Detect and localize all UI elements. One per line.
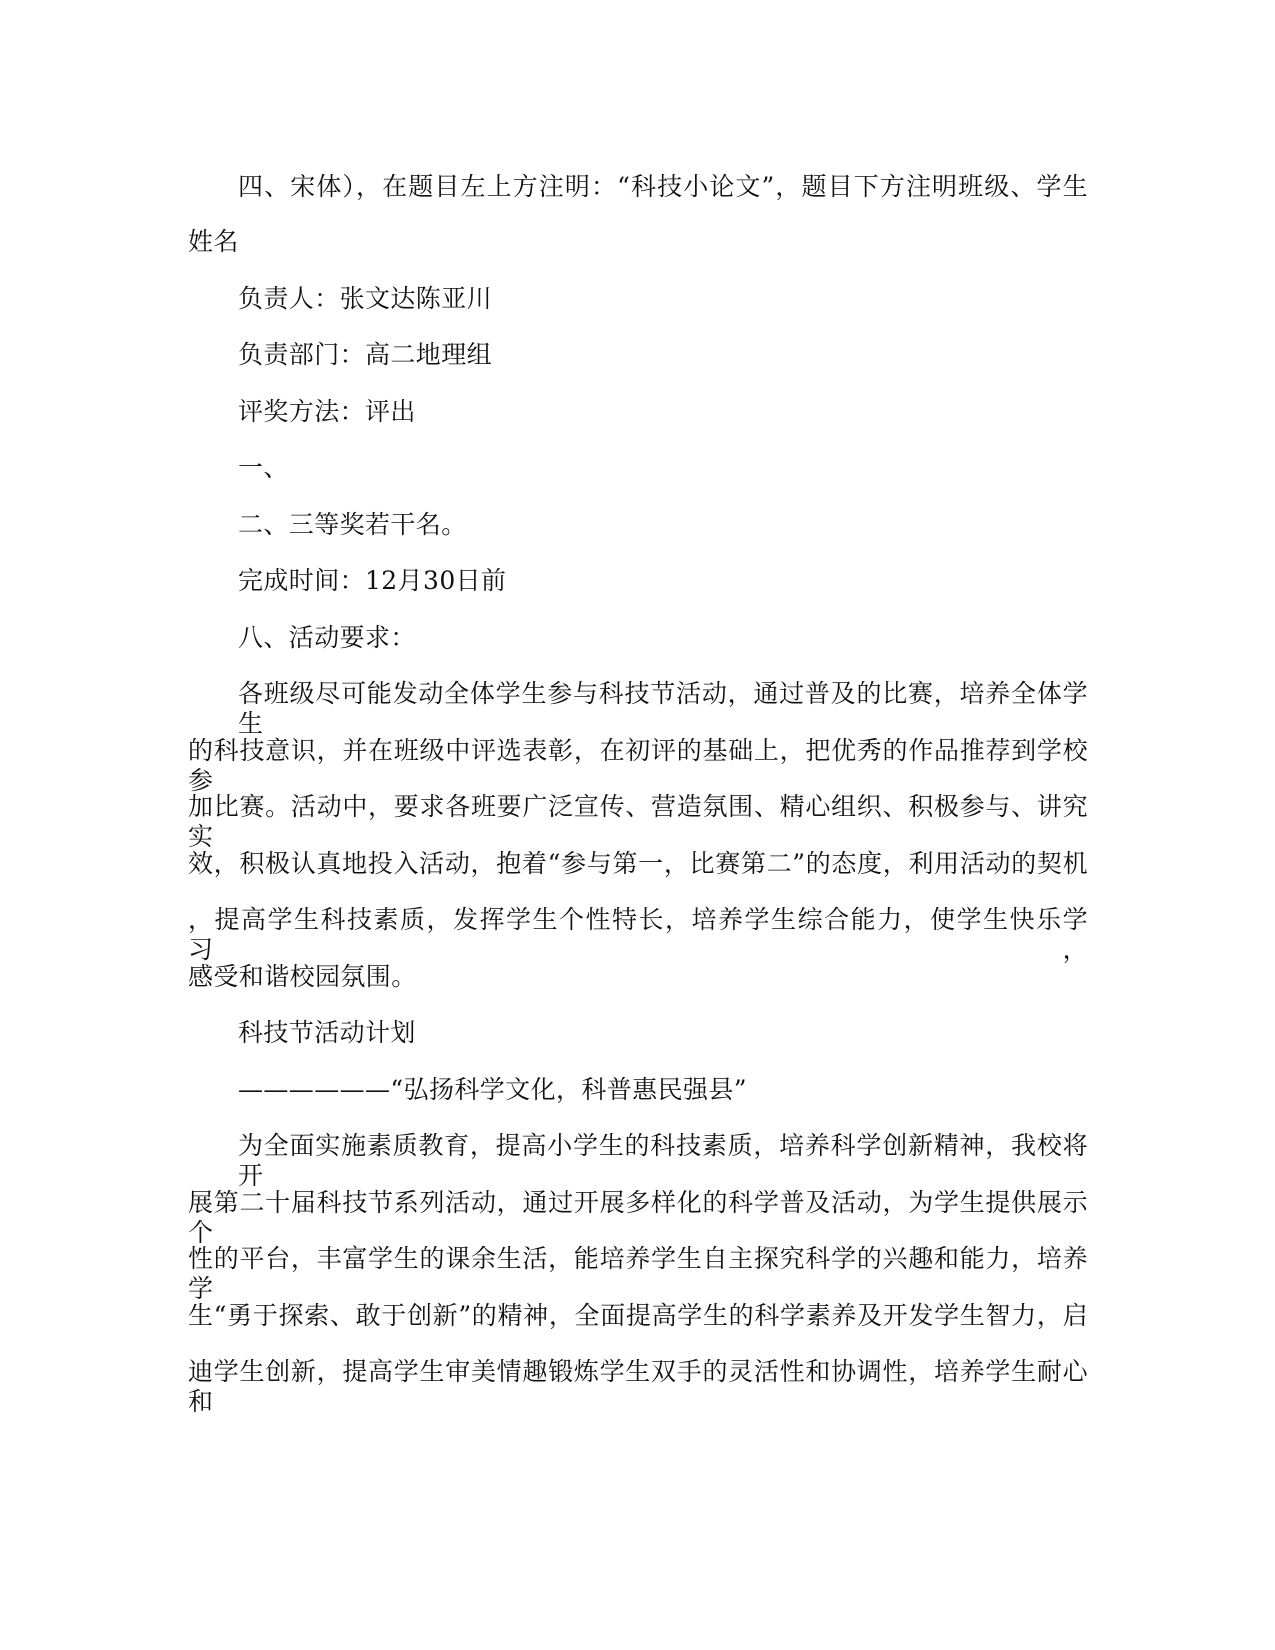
paragraph-line: 为全面实施素质教育，提高小学生的科技素质，培养科学创新精神，我校将开 [238,1131,1088,1190]
paragraph-line: 迪学生创新，提高学生审美情趣锻炼学生双手的灵活性和协调性，培养学生耐心和 [188,1357,1088,1416]
paragraph-line: 的科技意识，并在班级中评选表彰，在初评的基础上，把优秀的作品推荐到学校参 [188,736,1088,795]
paragraph-line: ，提高学生科技素质，发挥学生个性特长，培养学生综合能力，使学生快乐学习， [188,905,1088,964]
responsible-department: 负责部门：高二地理组 [238,340,493,369]
document-subtitle: ——————“弘扬科学文化，科普惠民强县” [238,1075,747,1104]
document-title: 科技节活动计划 [238,1018,416,1047]
paragraph-line: 加比赛。活动中，要求各班要广泛宣传、营造氛围、精心组织、积极参与、讲究实 [188,792,1088,851]
paragraph-line: 各班级尽可能发动全体学生参与科技节活动，通过普及的比赛，培养全体学生 [238,679,1088,738]
list-item: 二、三等奖若干名。 [238,510,467,539]
list-item: 一、 [238,453,289,482]
paragraph-line: 效，积极认真地投入活动，抱着“参与第一，比赛第二”的态度，利用活动的契机 [188,849,1088,878]
award-method: 评奖方法：评出 [238,397,416,426]
paragraph-line: 性的平台，丰富学生的课余生活，能培养学生自主探究科学的兴趣和能力，培养学 [188,1244,1088,1303]
paragraph-line: 展第二十届科技节系列活动，通过开展多样化的科学普及活动，为学生提供展示个 [188,1188,1088,1247]
completion-time: 完成时间：12月30日前 [238,566,507,595]
section-heading: 八、活动要求： [238,623,416,652]
responsible-person: 负责人：张文达陈亚川 [238,284,493,313]
paragraph-line: 四、宋体），在题目左上方注明：“科技小论文”，题目下方注明班级、学生 [238,172,1088,201]
paragraph-line: 生“勇于探索、敢于创新”的精神，全面提高学生的科学素养及开发学生智力，启 [188,1301,1088,1330]
paragraph-line: 感受和谐校园氛围。 [188,962,417,991]
paragraph-line: 姓名 [188,227,239,256]
